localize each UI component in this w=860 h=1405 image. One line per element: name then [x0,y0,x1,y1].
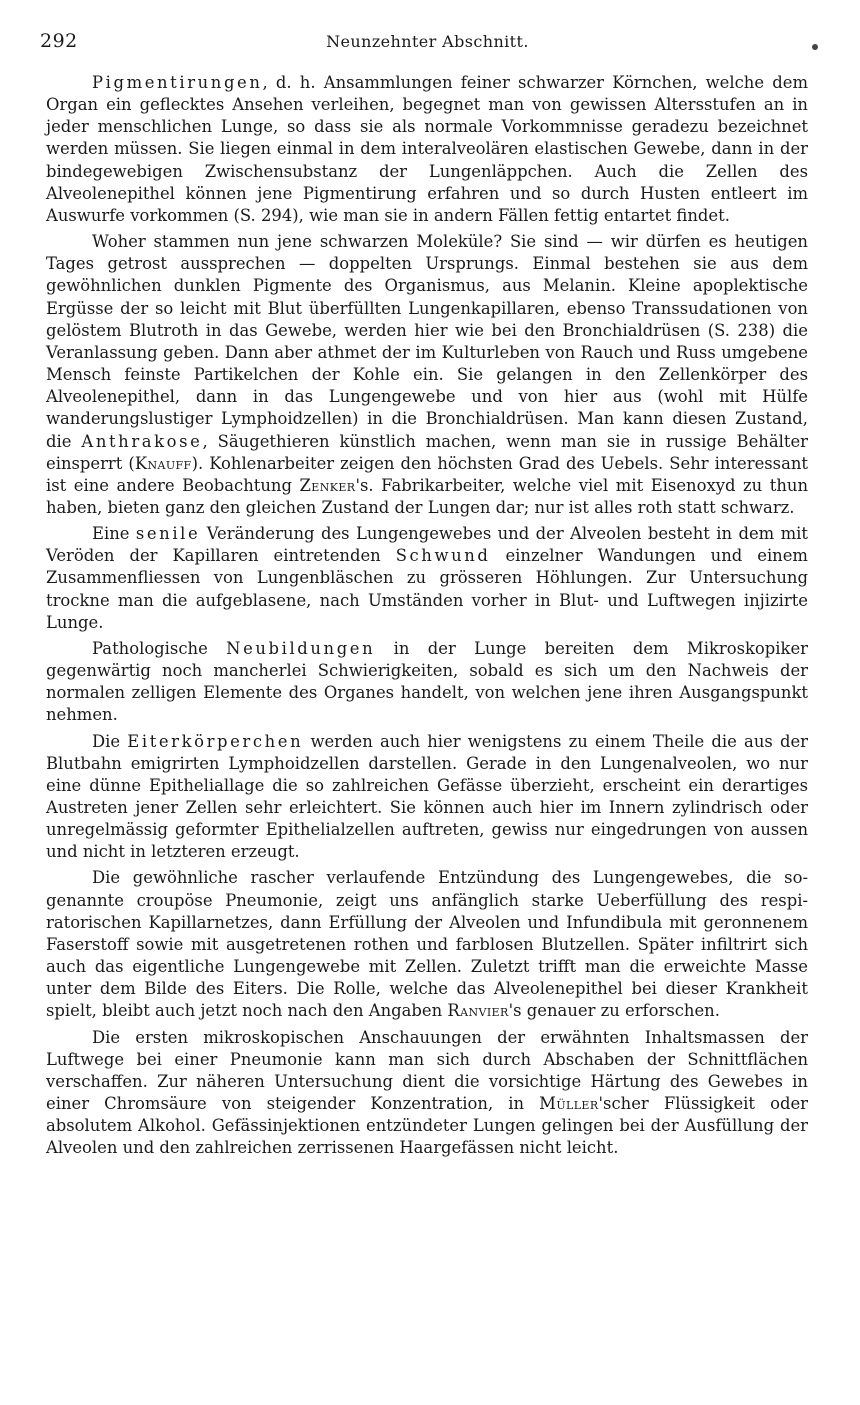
paragraph-neubildungen [46,638,808,727]
body-text [46,72,808,1164]
spaced-term: senile [135,524,201,544]
paragraph-pneumonie [46,867,808,1022]
running-head: Neunzehnter Abschnitt. [326,32,529,51]
author-name: Knauff [134,453,192,473]
paragraph-text: , Säugethieren künstlich machen, wenn man sie in russige Behälter einsperrt ( [46,431,808,473]
author-name: Müller [539,1094,599,1114]
spaced-term: Anthrakose [81,431,203,451]
paragraph-pigmentirungen [46,72,808,227]
paragraph-text: werden auch hier wenigstens zu einem Theile die aus der Blutbahn emigrirten Lymphoidzellen darstellen. Gerade in den Lungenalveolen, wo nur eine dünne Epitheliallage die so zahlreichen Gefässe überzieht, erscheint ein derartiges Austreten jener Zellen sehr erleichtert. Sie können auch hier im Innern zylindrisch oder unregelmässig geformter Epithelialzellen auftreten, gewiss nur eingedrungen von aussen und nicht in letzteren erzeugt. [46,731,809,862]
paragraph-text: , d. h. Ansammlungen feiner schwarzer Körnchen, welche dem Organ ein geflecktes Ansehen verleihen, begegnet man von gewissen Altersstufen an in jeder menschlichen Lunge, so dass sie als normale Vorkommnisse geradezu bezeichnet werden müssen. Sie liegen einmal in dem interalveolären elastischen Gewebe, dann in der bindegewebigen Zwischensubstanz der Lungenläppchen. Auch die Zellen des Alveolenepithel können jene Pigmentirung erfahren und so durch Husten entleert im Auswurfe vorkommen (S. 294), wie man sie in andern Fällen fettig entartet findet. [46,73,808,225]
paragraph-text: in der Lunge bereiten dem Mikroskopiker gegenwärtig noch mancherlei Schwierigkeiten, sobald es sich um den Nachweis der normalen zelligen Elemente des Organes handelt, von welchen jene ihren Ausgangspunkt nehmen. [46,638,808,725]
paragraph-text: Die [92,731,128,751]
ink-spot [812,44,818,50]
paragraph-text: 's genauer zu erforschen. [508,1001,720,1021]
author-name: Zenker [299,475,356,495]
page-number: 292 [40,30,78,52]
paragraph-text: einzelner Wandungen und einem Zusammenfliessen von Lungenbläschen zu grösseren Höhlungen. Zur Untersuchung trockne man die aufgeblasene, nach Umständen vorher in Blut- und Luftwegen injizirte Lunge. [46,546,808,632]
paragraph-eiterkoerperchen [46,731,808,864]
paragraph-text: ). Kohlenarbeiter zeigen den höchsten Grad des Uebels. Sehr interessant ist eine andere Beobachtung [46,453,809,495]
spaced-term: Schwund [395,546,491,566]
paragraph-text: Veränderung des Lungengewebes und der Alveolen besteht in dem mit Veröden der Kapillaren eintretenden [46,524,808,566]
paragraph-text: Eine [92,524,136,544]
paragraph-anthrakose [46,231,808,519]
paragraph-senile [46,523,808,634]
paragraph-untersuchung [46,1027,808,1160]
author-name: Ranvier [447,1001,509,1021]
paragraph-text: 's. Fabrikarbeiter, welche viel mit Eisenoxyd zu thun haben, bieten ganz den gleichen Zustand der Lungen dar; nur ist alles roth statt schwarz. [46,475,808,517]
page-header [40,30,815,60]
spaced-term: Neubildungen [226,638,376,658]
paragraph-text: Pathologische [92,638,227,658]
spaced-term: Pigmentirungen [92,73,263,92]
paragraph-text: Woher stammen nun jene schwarzen Moleküle? Sie sind — wir dürfen es heutigen Tages getrost aussprechen — doppelten Ursprungs. Einmal bestehen sie aus dem gewöhnlichen dunklen Pigmente des Organismus, aus Melanin. Kleine apoplektische Ergüsse der so leicht mit Blut überfüllten Lungenkapillaren, ebenso Transsudationen von gelöstem Blutroth in das Gewebe, werden hier wie bei den Bronchialdrüsen (S. 238) die Veranlassung geben. Dann aber athmet der im Kulturleben von Rauch und Russ umgebene Mensch feinste Partikelchen der Kohle ein. Sie gelangen in den Zellenkörper des Alveolenepithel, dann in das Lungengewebe und von hier aus (wohl mit Hülfe wanderungslustiger Lymphoidzellen) in die Bronchialdrüsen. Man kann diesen Zustand, die [46,232,808,451]
paragraph-text: Die ersten mikroskopischen Anschauungen der erwähnten Inhaltsmassen der Luftwege bei einer Pneumonie kann man sich durch Abschaben der Schnittflächen verschaffen. Zur näheren Untersuchung dient die vorsichtige Härtung des Gewebes in einer Chromsäure von steigender Konzentration, in [46,1027,808,1114]
paragraph-text: 'scher Flüssigkeit oder absolutem Alkohol. Gefässinjektionen entzündeter Lungen gelingen bei der Ausfüllung der Alveolen und den zahlreichen zerrissenen Haargefässen nicht leicht. [46,1094,808,1158]
spaced-term: Eiterkörperchen [127,731,304,751]
paragraph-text: Die gewöhnliche rascher verlaufende Entzündung des Lungengewebes, die sogenannte croupöse Pneumonie, zeigt uns anfänglich starke Ueberfüllung des respiratorischen Kapillarnetzes, dann Erfüllung der Alveolen und Infundibula mit geronnenem Faserstoff sowie mit ausgetretenen rothen und farblosen Blutzellen. Später infiltrirt sich auch das eigentliche Lungengewebe mit Zellen. Zuletzt trifft man die erweichte Masse unter dem Bilde des Eiters. Die Rolle, welche das Alveolenepithel bei dieser Krankheit spielt, bleibt auch jetzt noch nach den Angaben [46,868,808,1021]
